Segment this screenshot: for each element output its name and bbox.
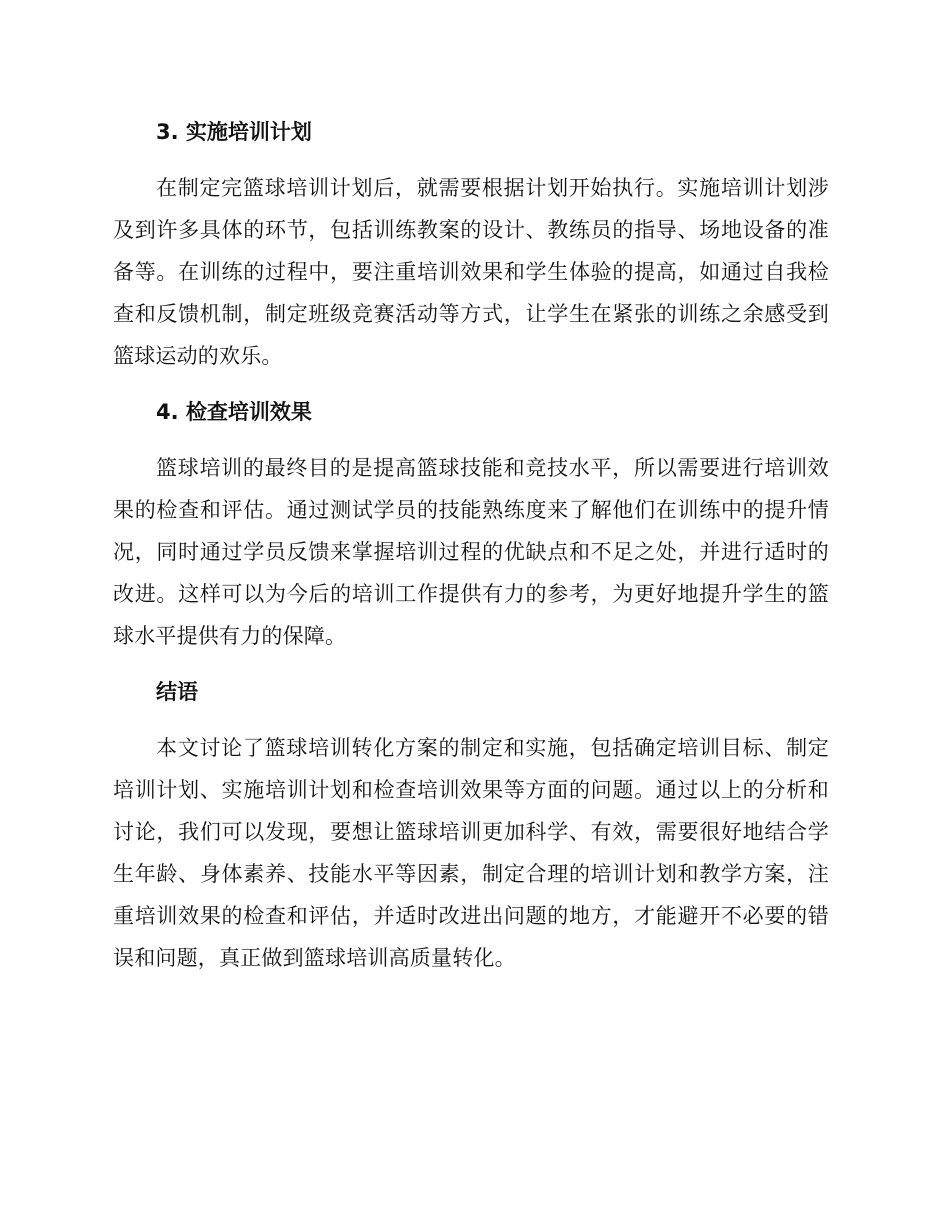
section-heading-conclusion: 结语 [156, 680, 198, 704]
section-paragraph-implement-plan: 在制定完篮球培训计划后，就需要根据计划开始执行。实施培训计划涉及到许多具体的环节，包括训练教案的设计、教练员的指导、场地设备的准备等。在训练的过程中，要注重培训效果和学生体验的提高，如通过自我检查和反馈机制，制定班级竞赛活动等方式，让学生在紧张的训练之余感受到篮球运动的欢乐。 [113, 176, 829, 368]
section-heading-implement-plan: 3. 实施培训计划 [156, 120, 312, 144]
section-heading-check-results: 4. 检查培训效果 [156, 400, 312, 424]
section-paragraph-conclusion: 本文讨论了篮球培训转化方案的制定和实施，包括确定培训目标、制定培训计划、实施培训计划和检查培训效果等方面的问题。通过以上的分析和讨论，我们可以发现，要想让篮球培训更加科学、有效，需要很好地结合学生年龄、身体素养、技能水平等因素，制定合理的培训计划和教学方案，注重培训效果的检查和评估，并适时改进出问题的地方，才能避开不必要的错误和问题，真正做到篮球培训高质量转化。 [113, 736, 829, 970]
section-paragraph-check-results: 篮球培训的最终目的是提高篮球技能和竞技水平，所以需要进行培训效果的检查和评估。通过测试学员的技能熟练度来了解他们在训练中的提升情况，同时通过学员反馈来掌握培训过程的优缺点和不足之处，并进行适时的改进。这样可以为今后的培训工作提供有力的参考，为更好地提升学生的篮球水平提供有力的保障。 [113, 456, 829, 648]
